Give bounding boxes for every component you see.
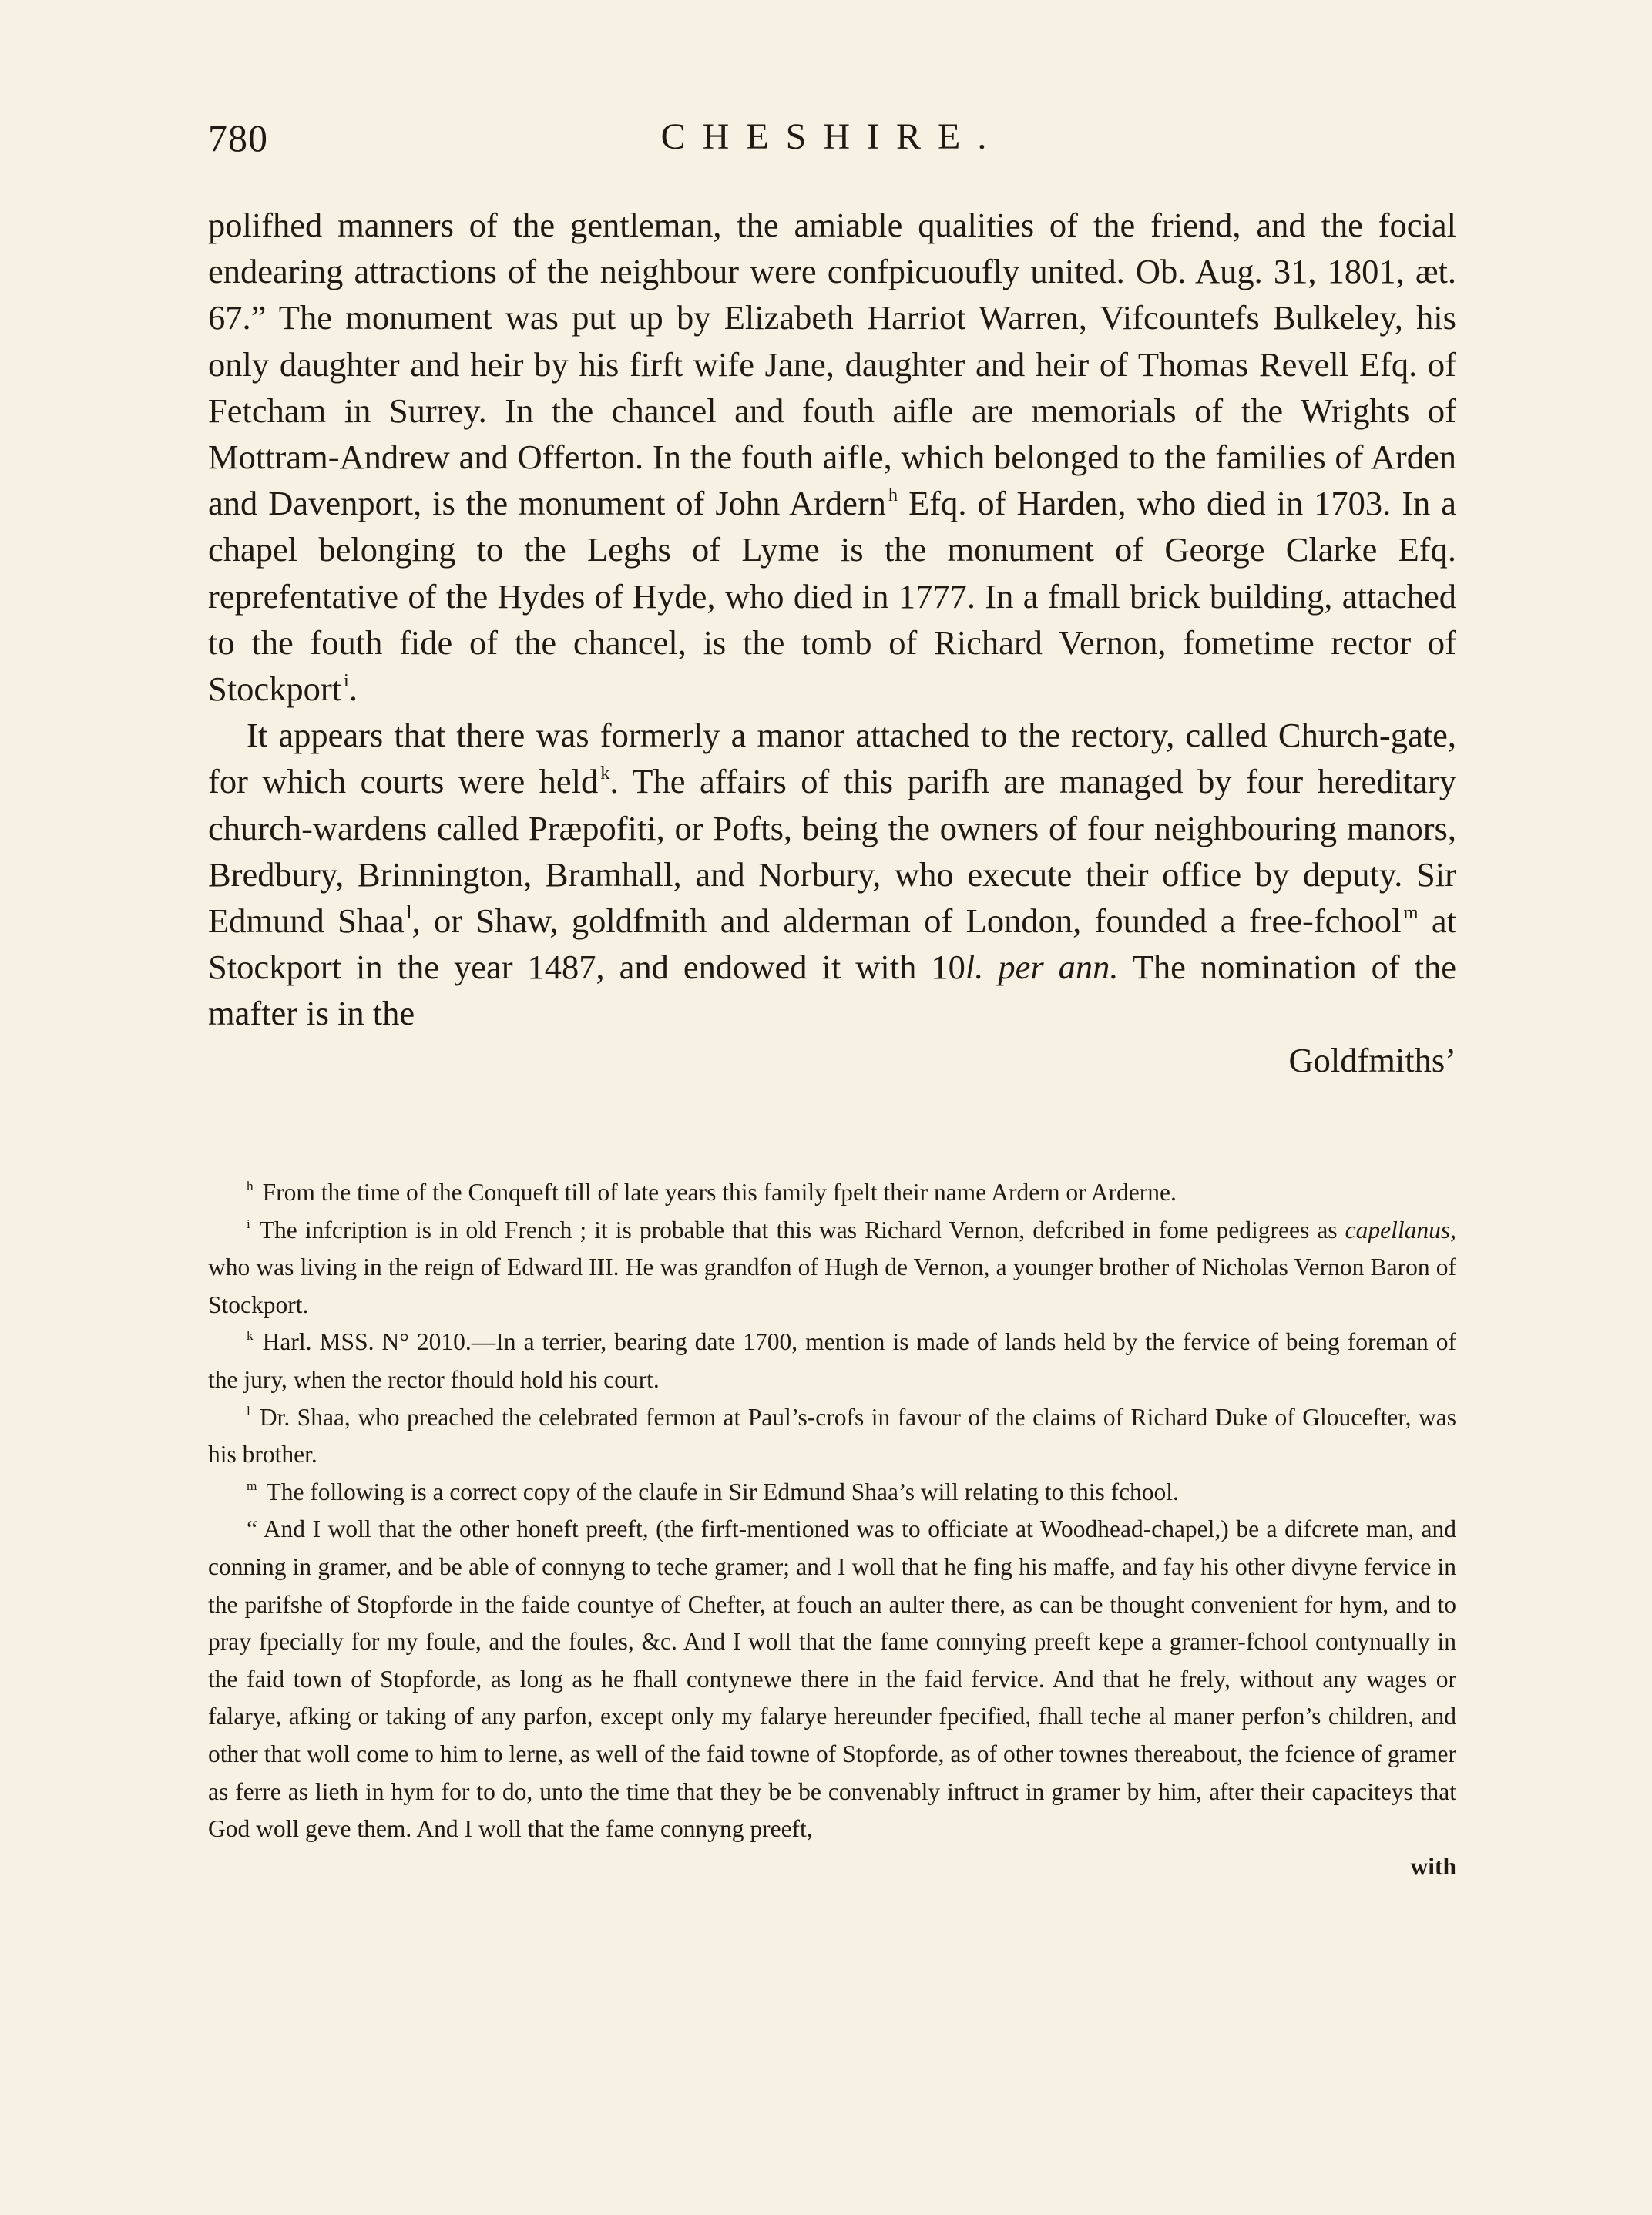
paragraph-2-part-f: The nomination of the mafter is in the	[208, 948, 1457, 1033]
footnote-i-text-c: who was living in the reign of Edward III. He was grandfon of Hugh de Vernon, a younger brother of Nicholas Vernon Baron of Stockport.	[208, 1253, 1456, 1318]
paragraph-2-part-b: . The affairs of this parifh are managed by four hereditary church-wardens called Præpofiti, or Pofts, being the owners of four neighbouring manors, Bredbury, Brinnington, Bramhall, and Norbury, who execute their office by deputy. Sir Edmund Shaa	[208, 762, 1456, 941]
footnote-k-mark: k	[247, 1328, 254, 1344]
note-ref-i: i	[344, 670, 349, 691]
footnote-l-text: Dr. Shaa, who preached the celebrated fermon at Paul’s-crofs in favour of the claims of Richard Duke of Gloucefter, was his brother.	[208, 1403, 1456, 1468]
footnote-m-mark: m	[247, 1478, 257, 1493]
paragraph-2-part-c: , or Shaw, goldfmith and alderman of London, founded a free-fchool	[411, 901, 1402, 941]
main-text	[208, 202, 1456, 1083]
footnote-m-quote	[208, 1511, 1456, 1848]
paragraph-1-part-b: Efq. of Harden, who died in 1703. In a chapel belonging to the Leghs of Lyme is the monument of George Clarke Efq. reprefentative of the Hydes of Hyde, who died in 1777. In a fmall brick building, attached to the fouth fide of the chancel, is the tomb of Richard Vernon, fometime rector of Stockport	[208, 484, 1457, 709]
paragraph-2-part-a: It appears that there was formerly a manor attached to the rectory, called Church-gate, for which courts were held	[208, 716, 1456, 801]
catchword: Goldfmiths’	[1288, 1040, 1456, 1079]
footnote-l-mark: l	[247, 1403, 250, 1418]
note-ref-k: k	[600, 763, 610, 784]
footnote-k	[208, 1324, 1456, 1398]
footnote-l	[208, 1399, 1456, 1474]
note-ref-l: l	[406, 901, 412, 923]
paragraph-1	[208, 202, 1456, 712]
footnote-h	[208, 1174, 1456, 1212]
footnote-m	[208, 1474, 1456, 1512]
running-head: CHESHIRE.	[660, 116, 1004, 157]
footnote-h-mark: h	[247, 1179, 254, 1194]
paragraph-2-italic-money: l. per ann.	[965, 948, 1119, 987]
footnote-i	[208, 1212, 1456, 1324]
footnote-m-quote-text: “ And I woll that the other honeft preeft, (the firft-mentioned was to officiate at Woodhead-chapel,) be a difcrete man, and conning in gramer, and be able of connyng to teche gramer; and I woll that he fing his maffe, and fay his other divyne fervice in the parifshe of Stopforde in the faide countye of Chefter, at fouch an aulter there, as can be thought convenient for hym, and to pray fpecially for my foule, and the foules, &c. And I woll that the fame connying preeft kepe a gramer-fchool contynually in the faid town of Stopforde, as long as he fhall contynewe there in the faid fervice. And that he frely, without any wages or falarye, afking or taking of any parfon, except only my falarye hereunder fpecified, fhall teche al maner perfon’s children, and other that woll come to him to lerne, as well of the faid towne of Stopforde, as of other townes thereabout, the fcience of gramer as ferre as lieth in hym for to do, unto the time that they be be convenably inftruct in gramer by him, after their capaciteys that God woll geve them. And I woll that the fame connyng preeft,	[208, 1515, 1456, 1843]
note-ref-m: m	[1403, 901, 1419, 923]
footnote-m-text: The following is a correct copy of the claufe in Sir Edmund Shaa’s will relating to this fchool.	[266, 1478, 1179, 1505]
note-ref-h: h	[888, 484, 898, 505]
footnote-catchword: with	[1410, 1852, 1456, 1880]
page-number: 780	[208, 116, 268, 159]
page-header	[208, 116, 1456, 177]
footnote-i-italic: capellanus,	[1345, 1216, 1456, 1243]
footnotes	[208, 1174, 1456, 1885]
footnote-h-text: From the time of the Conqueft till of late years this family fpelt their name Ardern or Arderne.	[262, 1179, 1177, 1206]
paragraph-1-part-a: polifhed manners of the gentleman, the amiable qualities of the friend, and the focial endearing attractions of the neighbour were confpicuoufly united. Ob. Aug. 31, 1801, æt. 67.” The monument was put up by Elizabeth Harriot Warren, Vifcountefs Bulkeley, his only daughter and heir by his firft wife Jane, daughter and heir of Thomas Revell Efq. of Fetcham in Surrey. In the chancel and fouth aifle are memorials of the Wrights of Mottram-Andrew and Offerton. In the fouth aifle, which belonged to the families of Arden and Davenport, is the monument of John Ardern	[208, 206, 1456, 523]
paragraph-2	[208, 712, 1456, 1036]
paragraph-1-part-c: .	[348, 670, 358, 709]
paragraph-2-part-d: at Stockport in the year 1487, and endowed it with 10	[208, 901, 1456, 987]
footnote-k-text: Harl. MSS. N° 2010.—In a terrier, bearing date 1700, mention is made of lands held by the fervice of being foreman of the jury, when the rector fhould hold his court.	[208, 1328, 1456, 1393]
footnote-i-mark: i	[247, 1216, 250, 1231]
footnote-i-text-a: The infcription is in old French ; it is probable that this was Richard Vernon, defcribed in fome pedigrees as	[259, 1216, 1345, 1243]
